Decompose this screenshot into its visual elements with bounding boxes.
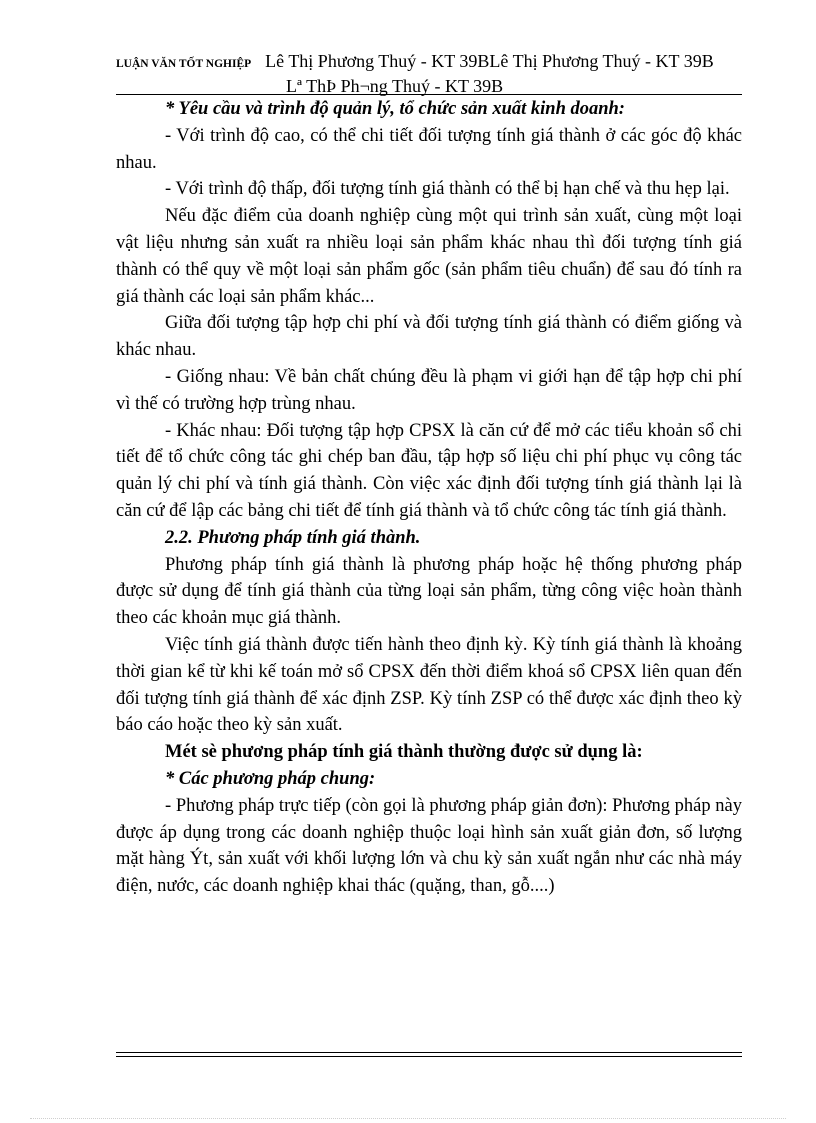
document-body bbox=[116, 96, 742, 900]
paragraph-6: - Giống nhau: Về bản chất chúng đều là phạm vi giới hạn để tập hợp chi phí vì thế có trường hợp trùng nhau. bbox=[116, 366, 742, 414]
paragraph-4: Nếu đặc điểm của doanh nghiệp cùng một qui trình sản xuất, cùng một loại vật liệu nhưng sản xuất ra nhiều loại sản phẩm khác nhau thì đối tượng tính giá thành có thể quy về một loại sản phẩm gốc (sản phẩm tiêu chuẩn) để sau đó tính ra giá thành các loại sản phẩm khác... bbox=[116, 206, 742, 307]
section-heading-2-2: 2.2. Phương pháp tính giá thành. bbox=[165, 527, 421, 548]
page-header bbox=[116, 50, 742, 97]
paragraph-1: * Yêu cầu và trình độ quản lý, tổ chức sản xuất kinh doanh: bbox=[165, 99, 625, 119]
page-edge-line bbox=[30, 1118, 786, 1119]
header-left-label: LUẬN VĂN TỐT NGHIỆP bbox=[116, 58, 252, 70]
paragraph-2: - Với trình độ cao, có thể chi tiết đối tượng tính giá thành ở các góc độ khác nhau. bbox=[116, 125, 742, 173]
paragraph-3: - Với trình độ thấp, đối tượng tính giá thành có thể bị hạn chế và thu hẹp lại. bbox=[165, 179, 730, 200]
header-title: Lê Thị Phương Thuý - KT 39BLê Thị Phương Thuý - KT 39B bbox=[265, 51, 714, 71]
paragraph-5: Giữa đối tượng tập hợp chi phí và đối tượng tính giá thành có điểm giống và khác nhau. bbox=[116, 313, 742, 361]
subheading-general-methods: * Các phương pháp chung: bbox=[165, 768, 376, 789]
subheading-methods: Mét sè phương pháp tính giá thành thường được sử dụng là: bbox=[165, 742, 643, 763]
paragraph-9: Phương pháp tính giá thành là phương pháp hoặc hệ thống phương pháp được sử dụng để tính giá thành của từng loại sản phẩm, từng công việc hoàn thành theo các khoản mục giá thành. bbox=[116, 554, 742, 629]
header-line-1 bbox=[116, 50, 742, 75]
footer-rule-bottom bbox=[116, 1056, 742, 1057]
header-line-2: Lª ThÞ Ph¬ng Thuý - KT 39B bbox=[286, 76, 504, 96]
paragraph-7: - Khác nhau: Đối tượng tập hợp CPSX là căn cứ để mở các tiểu khoản sổ chi tiết để tổ chức công tác ghi chép ban đầu, tập hợp số liệu chi phí phục vụ công tác quản lý chi phí và tính giá thành. Còn việc xác định đối tượng tính giá thành lại là căn cứ để lập các bảng chi tiết để tính giá thành và tổ chức công tác tính giá thành. bbox=[116, 420, 742, 521]
paragraph-13: - Phương pháp trực tiếp (còn gọi là phương pháp giản đơn): Phương pháp này được áp dụng trong các doanh nghiệp thuộc loại hình sản xuất giản đơn, số lượng mặt hàng Ýt, sản xuất với khối lượng lớn và chu kỳ sản xuất ngắn như các nhà máy điện, nước, các doanh nghiệp khai thác (quặng, than, gỗ....) bbox=[116, 795, 742, 897]
paragraph-10: Việc tính giá thành được tiến hành theo định kỳ. Kỳ tính giá thành là khoảng thời gian kể từ khi kế toán mở sổ CPSX đến thời điểm khoá sổ CPSX liên quan đến đối tượng tính giá thành để xác định ZSP. Kỳ tính ZSP có thể được xác định theo kỳ báo cáo hoặc theo kỳ sản xuất. bbox=[116, 634, 742, 736]
footer-rule-top bbox=[116, 1052, 742, 1053]
header-rule bbox=[116, 94, 742, 95]
